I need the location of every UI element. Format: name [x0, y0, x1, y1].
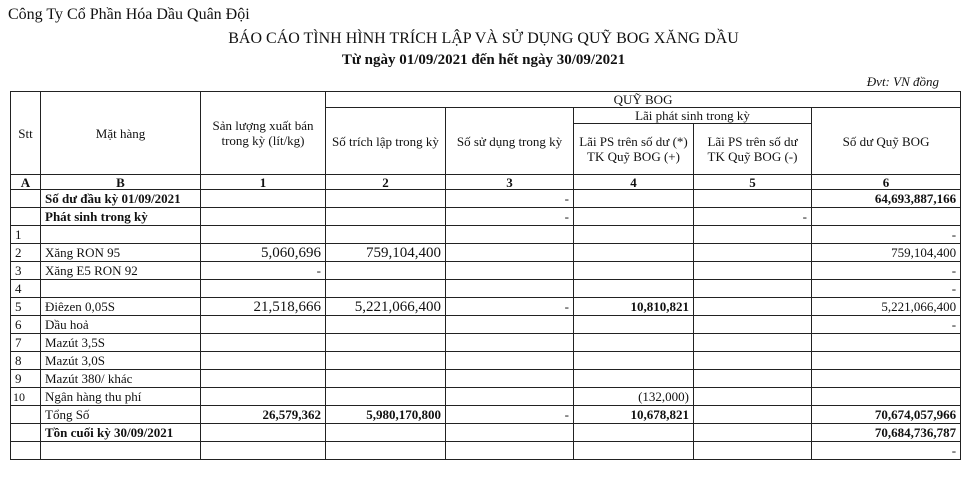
trich-lap-cell: [326, 316, 446, 334]
volume-cell: [201, 352, 326, 370]
report-title: BÁO CÁO TÌNH HÌNH TRÍCH LẬP VÀ SỬ DỤNG QUỸ BOG XĂNG DẦU: [228, 30, 739, 47]
so-du-cell: [812, 208, 961, 226]
table-row: [11, 334, 961, 352]
lai-tru-cell: [694, 424, 812, 442]
stt-cell: 1: [11, 226, 41, 244]
su-dung-cell: [446, 370, 574, 388]
stt-cell: 5: [11, 298, 41, 316]
closing-balance-row: [11, 424, 961, 442]
trich-lap-cell: 759,104,400: [326, 244, 446, 262]
item-cell: [41, 442, 201, 460]
table-row: [11, 298, 961, 316]
so-du-cell: 759,104,400: [812, 244, 961, 262]
lai-cong-cell: [574, 424, 694, 442]
su-dung-cell: [446, 424, 574, 442]
su-dung-cell: [446, 388, 574, 406]
header-san-luong: Sản lượng xuất bán trong kỳ (lít/kg): [201, 92, 326, 175]
header-mat-hang: Mặt hàng: [41, 92, 201, 175]
lai-cong-cell: [574, 190, 694, 208]
lai-tru-cell: [694, 298, 812, 316]
trich-lap-cell: [326, 442, 446, 460]
trich-lap-cell: 5,221,066,400: [326, 298, 446, 316]
lai-cong-cell: [574, 280, 694, 298]
table-row: [11, 244, 961, 262]
stt-cell: [11, 442, 41, 460]
su-dung-cell: [446, 334, 574, 352]
lai-cong-cell: 10,810,821: [574, 298, 694, 316]
trich-lap-cell: [326, 352, 446, 370]
lai-tru-cell: [694, 316, 812, 334]
so-du-cell: 5,221,066,400: [812, 298, 961, 316]
trich-lap-cell: [326, 208, 446, 226]
index-cell: 1: [201, 175, 326, 190]
trich-lap-cell: [326, 190, 446, 208]
lai-tru-cell: [694, 388, 812, 406]
su-dung-cell: [446, 280, 574, 298]
su-dung-cell: [446, 244, 574, 262]
volume-cell: [201, 316, 326, 334]
stt-cell: [11, 190, 41, 208]
header-so-su-dung: Số sử dụng trong kỳ: [446, 108, 574, 175]
volume-cell: [201, 334, 326, 352]
lai-cong-cell: (132,000): [574, 388, 694, 406]
currency-unit: Đvt: VN đồng: [866, 74, 939, 89]
item-cell: Tồn cuối kỳ 30/09/2021: [41, 424, 201, 442]
so-du-cell: 64,693,887,166: [812, 190, 961, 208]
index-cell: A: [11, 175, 41, 190]
header-lai-ps-tru: Lãi PS trên số dư TK Quỹ BOG (-): [694, 124, 812, 175]
item-cell: Xăng RON 95: [41, 244, 201, 262]
so-du-cell: [812, 388, 961, 406]
total-row: [11, 406, 961, 424]
volume-cell: [201, 226, 326, 244]
su-dung-cell: -: [446, 298, 574, 316]
table-row: [11, 442, 961, 460]
trich-lap-cell: [326, 262, 446, 280]
item-cell: Xăng E5 RON 92: [41, 262, 201, 280]
table-row: [11, 352, 961, 370]
volume-cell: [201, 208, 326, 226]
stt-cell: 8: [11, 352, 41, 370]
lai-tru-cell: [694, 262, 812, 280]
lai-cong-cell: [574, 208, 694, 226]
header-so-trich-lap: Số trích lập trong kỳ: [326, 108, 446, 175]
index-cell: 2: [326, 175, 446, 190]
trich-lap-cell: [326, 280, 446, 298]
su-dung-cell: [446, 442, 574, 460]
volume-cell: -: [201, 262, 326, 280]
stt-cell: [11, 208, 41, 226]
su-dung-cell: [446, 262, 574, 280]
lai-tru-cell: [694, 334, 812, 352]
bog-fund-table: [10, 91, 961, 460]
volume-cell: [201, 388, 326, 406]
so-du-cell: -: [812, 316, 961, 334]
item-cell: Tổng Số: [41, 406, 201, 424]
stt-cell: 2: [11, 244, 41, 262]
trich-lap-cell: 5,980,170,800: [326, 406, 446, 424]
item-cell: Phát sinh trong kỳ: [41, 208, 201, 226]
lai-tru-cell: [694, 442, 812, 460]
lai-cong-cell: [574, 334, 694, 352]
so-du-cell: [812, 352, 961, 370]
su-dung-cell: -: [446, 190, 574, 208]
stt-cell: [11, 406, 41, 424]
item-cell: Số dư đầu kỳ 01/09/2021: [41, 190, 201, 208]
volume-cell: [201, 190, 326, 208]
volume-cell: [201, 280, 326, 298]
index-cell: 3: [446, 175, 574, 190]
volume-cell: [201, 442, 326, 460]
lai-cong-cell: [574, 244, 694, 262]
trich-lap-cell: [326, 424, 446, 442]
index-cell: 5: [694, 175, 812, 190]
item-cell: [41, 280, 201, 298]
trich-lap-cell: [326, 388, 446, 406]
lai-tru-cell: [694, 226, 812, 244]
so-du-cell: [812, 334, 961, 352]
header-lai-ps-cong: Lãi PS trên số dư (*) TK Quỹ BOG (+): [574, 124, 694, 175]
item-cell: Mazút 3,5S: [41, 334, 201, 352]
volume-cell: 5,060,696: [201, 244, 326, 262]
table-row: [11, 370, 961, 388]
lai-cong-cell: [574, 262, 694, 280]
index-cell: 4: [574, 175, 694, 190]
table-row: [11, 226, 961, 244]
item-cell: Mazút 380/ khác: [41, 370, 201, 388]
volume-cell: 21,518,666: [201, 298, 326, 316]
stt-cell: 9: [11, 370, 41, 388]
su-dung-cell: -: [446, 406, 574, 424]
trich-lap-cell: [326, 370, 446, 388]
so-du-cell: -: [812, 442, 961, 460]
item-cell: Ngân hàng thu phí: [41, 388, 201, 406]
lai-cong-cell: [574, 316, 694, 334]
column-index-row: [11, 175, 961, 190]
lai-tru-cell: [694, 190, 812, 208]
lai-cong-cell: [574, 226, 694, 244]
report-period: Từ ngày 01/09/2021 đến hết ngày 30/09/2021: [341, 52, 626, 68]
header-lai-phat-sinh: Lãi phát sinh trong kỳ: [574, 108, 812, 124]
lai-tru-cell: [694, 370, 812, 388]
lai-cong-cell: 10,678,821: [574, 406, 694, 424]
so-du-cell: -: [812, 280, 961, 298]
trich-lap-cell: [326, 226, 446, 244]
company-name: Công Ty Cổ Phần Hóa Dầu Quân Đội: [8, 6, 250, 23]
lai-tru-cell: [694, 280, 812, 298]
trich-lap-cell: [326, 334, 446, 352]
item-cell: Dầu hoả: [41, 316, 201, 334]
so-du-cell: [812, 370, 961, 388]
index-cell: B: [41, 175, 201, 190]
table-row: [11, 280, 961, 298]
stt-cell: 3: [11, 262, 41, 280]
stt-cell: 7: [11, 334, 41, 352]
table-row: [11, 316, 961, 334]
header-quy-bog: QUỸ BOG: [326, 92, 961, 108]
su-dung-cell: [446, 352, 574, 370]
item-cell: [41, 226, 201, 244]
table-row: [11, 208, 961, 226]
lai-cong-cell: [574, 442, 694, 460]
stt-cell: 10: [11, 388, 41, 406]
lai-tru-cell: [694, 406, 812, 424]
header-stt: Stt: [11, 92, 41, 175]
table-row: [11, 262, 961, 280]
su-dung-cell: [446, 316, 574, 334]
so-du-cell: 70,684,736,787: [812, 424, 961, 442]
header-so-du: Số dư Quỹ BOG: [812, 108, 961, 175]
lai-tru-cell: -: [694, 208, 812, 226]
su-dung-cell: [446, 226, 574, 244]
lai-tru-cell: [694, 352, 812, 370]
index-cell: 6: [812, 175, 961, 190]
so-du-cell: -: [812, 226, 961, 244]
stt-cell: [11, 424, 41, 442]
table-row: [11, 388, 961, 406]
item-cell: Điêzen 0,05S: [41, 298, 201, 316]
volume-cell: 26,579,362: [201, 406, 326, 424]
su-dung-cell: -: [446, 208, 574, 226]
lai-tru-cell: [694, 244, 812, 262]
table-row: [11, 190, 961, 208]
so-du-cell: -: [812, 262, 961, 280]
stt-cell: 6: [11, 316, 41, 334]
lai-cong-cell: [574, 352, 694, 370]
volume-cell: [201, 424, 326, 442]
lai-cong-cell: [574, 370, 694, 388]
stt-cell: 4: [11, 280, 41, 298]
item-cell: Mazút 3,0S: [41, 352, 201, 370]
volume-cell: [201, 370, 326, 388]
so-du-cell: 70,674,057,966: [812, 406, 961, 424]
